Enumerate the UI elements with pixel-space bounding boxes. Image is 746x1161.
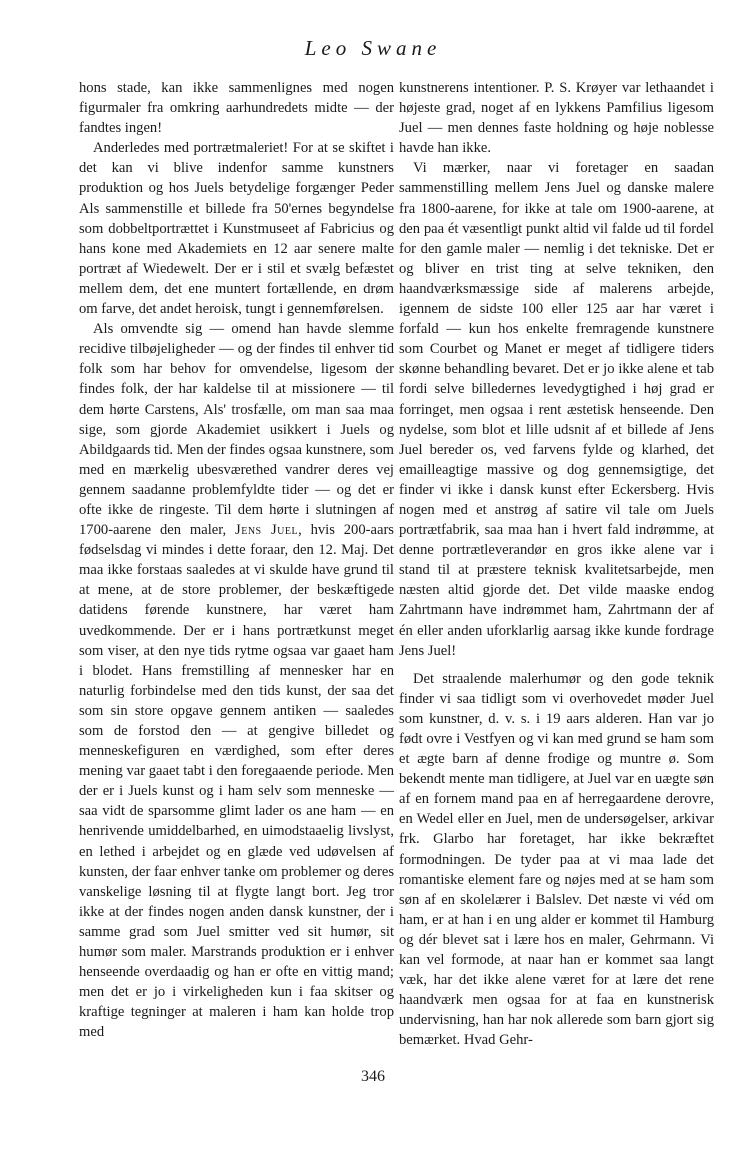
paragraph-left-1: hons stade, kan ikke sammenlignes med nogen figurmaler fra omkring aarhundredets midte — der fandtes ingen!: [79, 80, 394, 137]
page-number: 346: [361, 1068, 385, 1085]
paragraph-right-1: kunstnerens intentioner. P. S. Krøyer var lethaandet i højeste grad, noget af en lykkens Pamfilius ligesom Juel — men dennes faste holdning og høje noblesse havde han ikke.: [399, 80, 714, 157]
paragraph-right-3: Det straalende malerhumør og den gode teknik finder vi saa tidligt som vi overhovedet møder Juel som kunstner, d. v. s. i 19 aars alderen. Han var jo født ovre i Vestfyen og vi kan med grund se ham som et ægte barn af denne frodige og muntre ø. Som bekendt mente man tidligere, at Juel var en uægte søn af en fornem mand paa en af herregaardene derovre, en Wedel eller en Juel, men de undersøgelser, arkivar frk. Glarbo har foretaget, har ikke bekræftet formodningen. De tyder paa at vi maa lade det romantiske element fare og nøjes med at se ham som søn af en skolelærer i Balslev. Det næste vi véd om ham, er at han i en ung alder er kommet til Hamburg og dér blevet sat i lære hos en maler, Gehrmann. Vi kan vel formode, at naar han er kommet saa langt væk, har det ikke alene været for at lære det rene haandværk men ogsaa for at faa en kunstnerisk undervisning, han har nok allerede som barn gjort sig bemærket. Hvad Gehr-: [399, 670, 714, 1049]
paragraph-left-2: Anderledes med portrætmaleriet! For at se skiftet i det kan vi blive indenfor samme kunstners produktion og hos Juels betydelige forgænger Peder Als sammenstille et billede fra 50'ernes begyndelse som dobbeltportrættet i Kunstmuseet af Fabricius og hans kone med Akademiets en 12 aar senere malte portræt af Wiedewelt. Der er i stil et svælg befæstet mellem dem, det ene muntert fortællende, en drøm om farve, det andet heroisk, tungt i gennemførelsen.: [79, 140, 394, 318]
running-header: Leo Swane: [304, 36, 442, 60]
paragraph-left-3-text-b: , hvis 200-aars fødselsdag vi mindes i dette foraar, den 12. Maj. Det maa ikke forstaas saaledes at vi skulde have grund til at mene, at de store problemer, der beskæftigede datidens førende kunstnere, har været ham uvedkommende. Der er i hans portrætkunst meget som viser, at den nye tids rytme ogsaa var gaaet ham i blodet. Hans fremstilling af mennesker har en naturlig forbindelse med den tids kunst, der saa det som sin store opgave gennem antiken — saaledes som de forstod den — at gengive billedet og menneskefiguren en værdighed, som efter deres mening var gaaet tabt i den foregaaende periode. Men der er i Juels kunst og i ham selv som menneske — saa vidt de sparsomme glimt lader os ane ham — en henrivende umiddelbarhed, en uimodstaaelig livslyst, en lethed i arbejdet og en glæde ved udøvelsen af kunsten, der faar enhver tanke om problemer og deres vanskelige løsning til at flygte langt bort. Jeg tror ikke at der findes nogen anden dansk kunstner, der i samme grad som Juel smitter ved sit humør, sit humør som maler. Marstrands produktion er i enhver henseende overdaadig og han er ofte en vittig mand; men det er jo i virkeligheden kun i faa skitser og kraftige tegninger at maleren i ham kan holde trop med: [79, 522, 394, 1041]
paragraph-left-3-text-a: Als omvendte sig — omend han havde slemme recidive tilbøjeligheder — og der findes til enhver tid folk som har behov for omvendelse, ligesom der findes folk, der har kaldelse til at missionere — til dem hørte Carstens, Als' trosfælle, om man saa maa sige, som gjorde Akademiet usikkert i Juels og Abildgaards tid. Men der findes ogsaa kunstnere, som med en mærkelig ubesværethed vandrer deres vej gennem saadanne problemfyldte tider — og det er ofte ikke de ringeste. Til dem hørte i slutningen af 1700-aarene den maler,: [79, 321, 394, 539]
artist-name: Jens Juel: [235, 522, 299, 539]
left-column: [79, 78, 394, 1043]
right-column: [399, 78, 714, 1051]
paragraph-right-2: Vi mærker, naar vi foretager en saadan sammenstilling mellem Jens Juel og danske malere fra 1800-aarene, for ikke at tale om 1900-aarene, at den paa ét væsentligt punkt altid vil falde ud til fordel for den gamle maler — nemlig i det tekniske. Det er og bliver en trist ting at selve tekniken, den haandværksmæssige side af malerens arbejde, igennem de sidste 100 eller 125 aar har været i forfald — kun hos enkelte fremragende kunstnere som Courbet og Manet er meget af tidligere tiders skønne behandling bevaret. Det er jo ikke alene et tab fordi selve billedernes levedygtighed i høj grad er forringet, men ogsaa i rent æstetisk henseende. Den nydelse, som blot et lille udsnit af et billede af Jens Juel bereder os, ved farvens fylde og klarhed, det emailleagtige massive og dog gennemsigtige, det finder vi ikke i dansk kunst efter Eckersberg. Hvis nogen med et anstrøg af satire vil tale om Juels portrætfabrik, saa maa han i hvert fald indrømme, at denne portrætleverandør en gros ikke alene var i stand til at præstere teknisk kvalitetsarbejde, men næsten altid gjorde det. Det vilde maaske endog Zahrtmann have indrømmet ham, Zahrtmann der af én eller anden uforklarlig aarsag ikke kunde fordrage Jens Juel!: [399, 160, 714, 659]
paragraph-left-3: [79, 319, 394, 1042]
